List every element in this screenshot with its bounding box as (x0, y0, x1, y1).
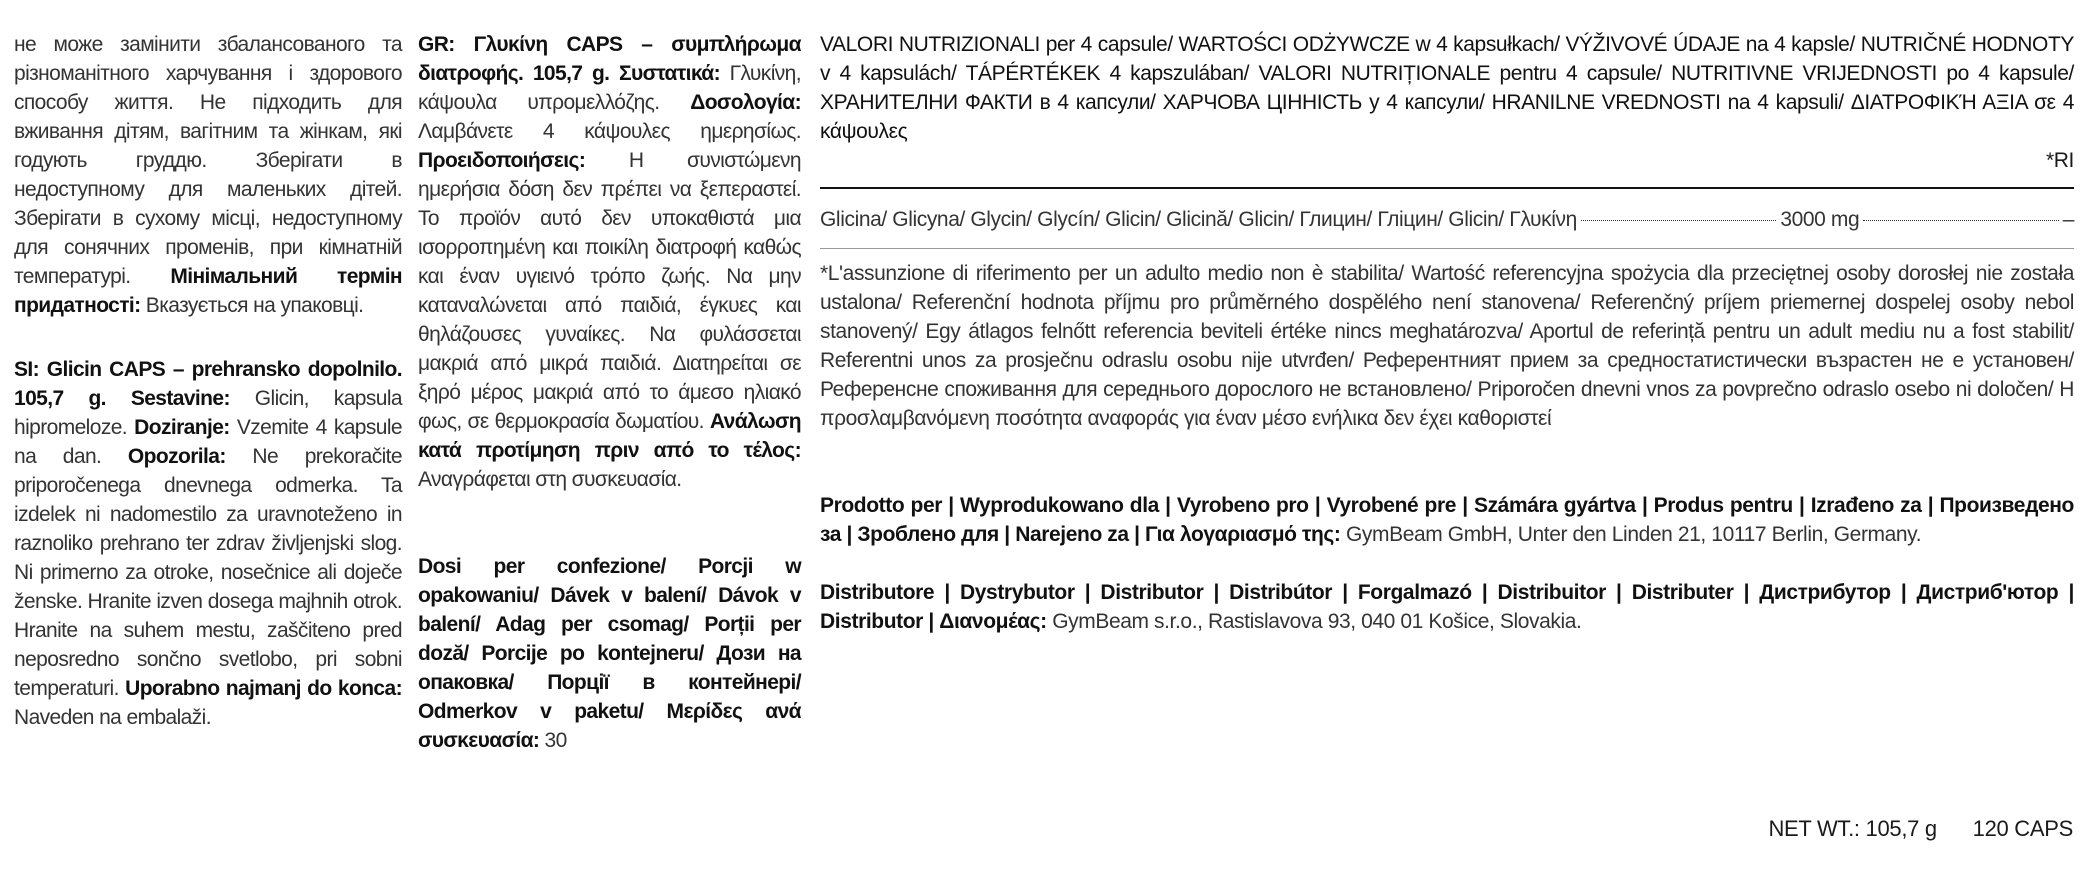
uk-min-label: Мінімальний термін придатності: (14, 265, 403, 317)
net-weight: NET WT.: 105,7 g (1768, 816, 1937, 841)
gr-proeid-label: Προειδοποιήσεις: (418, 149, 629, 172)
sl-uporabno-label: Uporabno najmanj do konca: (125, 677, 402, 700)
column-gr (418, 30, 801, 755)
sl-opozorila-label: Opozorila: (127, 445, 253, 468)
producer-value: GymBeam GmbH, Unter den Linden 21, 10117 Berlin, Germany. (1345, 523, 1922, 546)
gr-sustatika-label: Συστατικά: (618, 62, 730, 85)
sl-title: SI: Glicin CAPS – prehransko dopolnilo. 105,7 g. (14, 358, 402, 410)
doses-section (418, 552, 801, 755)
nutrition-row-name: Glicina/ Glicyna/ Glycin/ Glycín/ Glicin/ Glicină/ Glicin/ Глицин/ Гліцин/ Glicin/ Γλυκίνη (820, 208, 1577, 231)
producer-label: Prodotto per | Wyprodukowano dla | Vyrobeno pro | Vyrobené pre | Számára gyártva | Produs pentru | Izrađeno za | Произведено за | Зроблено для | Narejeno za | Για λογαριασμό της: (820, 494, 2074, 546)
sl-doziranje-label: Doziranje: (134, 416, 237, 439)
nutrition-header (820, 30, 2074, 175)
gr-dosologia-label: Δοσολογία: (690, 91, 801, 114)
sl-doziranje-value: Vzemite 4 kapsule na dan. (14, 416, 403, 468)
nutrition-row-amount: 3000 mg (1780, 208, 1860, 231)
gr-analosi-label: Ανάλωση κατά προτίμηση πριν από το τέλος: (418, 410, 801, 462)
nutrition-row-divider (820, 248, 2074, 249)
nutrition-divider (820, 187, 2074, 189)
nutrition-row-ri: – (2062, 208, 2074, 231)
gr-section (418, 30, 801, 494)
caps-count: 120 CAPS (1972, 816, 2073, 841)
dotted-leader (1863, 220, 2058, 221)
producer-section (820, 491, 2074, 549)
gr-proeid-value: Η συνιστώμενη ημερήσια δόση δεν πρέπει να ξεπεραστεί. Το προϊόν αυτό δεν υποκαθιστά μια ισορροπημένη και ποικίλη διατροφή καθώς και έναν υγιεινό τρόπο ζωής. Να μην καταναλώνεται από παιδιά, έγκυες και θηλάζουσες γυναίκες. Να φυλάσσεται μακριά από μικρά παιδιά. Διατηρείται σε ξηρό μέρος μακριά από το άμεσο ηλιακό φως, σε θερμοκρασία δωματίου. (418, 149, 801, 433)
sl-uporabno-value: Naveden na embalaži. (14, 706, 211, 729)
nutrition-header-text: VALORI NUTRIZIONALI per 4 capsule/ WARTOŚCI ODŻYWCZE w 4 kapsułkach/ VÝŽIVOVÉ ÚDAJE na 4 kapsle/ NUTRIČNÉ HODNOTY v 4 kapsulách/ TÁPÉRTÉKEK 4 kapszulában/ VALORI NUTRIȚIONALE pentru 4 capsule/ NUTRITIVNE VRIJEDNOSTI po 4 kapsule/ ХРАНИТЕЛНИ ФАКТИ в 4 капсули/ ХАРЧОВА ЦІННІСТЬ у 4 капсули/ HRANILNE VREDNOSTI na 4 kapsuli/ ΔΙΑΤΡΟΦΙΚΉ ΑΞΙΑ σε 4 κάψουλες (820, 33, 2074, 143)
distributor-value: GymBeam s.r.o., Rastislavova 93, 040 01 Košice, Slovakia. (1052, 610, 1582, 633)
sl-sestavine-value: Glicin, kapsula hipromeloze. (14, 387, 402, 439)
column-nutrition (820, 30, 2074, 636)
sl-section (14, 355, 402, 732)
sl-sestavine-label: Sestavine: (130, 387, 255, 410)
uk-min-value: Вказується на упаковці. (145, 294, 364, 317)
uk-section (14, 30, 402, 320)
doses-value: 30 (544, 729, 567, 752)
footer-weight (1738, 816, 2073, 842)
sl-opozorila-value: Ne prekoračite priporočenega dnevnega odmerka. Ta izdelek ni nadomestilo za uravnoteženo in raznoliko prehrano ter zdrav življenjski slog. Ni primerno za otroke, nosečnice ali doječe ženske. Hranite izven dosega majhnih otrok. Hranite na suhem mestu, zaščiteno pred neposredno sončno svetlobo, pri sobni temperaturi. (14, 445, 402, 700)
nutrition-row-glycine (820, 205, 2074, 234)
nutrition-ri-label: *RI (2046, 149, 2074, 172)
gr-sustatika-value: Γλυκίνη, κάψουλα υπρομελλόζης. (418, 62, 801, 114)
gr-title: GR: Γλυκίνη CAPS – συμπλήρωμα διατροφής. 105,7 g. (418, 33, 801, 85)
column-uk-sl (14, 30, 402, 732)
dotted-leader (1581, 220, 1776, 221)
doses-label: Dosi per confezione/ Porcji w opakowaniu/ Dávek v balení/ Dávok v balení/ Adag per csomag/ Porții per doză/ Porcije po kontejneru/ Дози на опаковка/ Порції в контейнері/ Odmerkov v paketu/ Μερίδες ανά συσκευασία: (418, 555, 801, 752)
nutrition-footnote: *L'assunzione di riferimento per un adulto medio non è stabilita/ Wartość referencyjna spożycia dla przeciętnej osoby dorosłej nie została ustalona/ Referenční hodnota příjmu pro průměrného dospělého není stanovena/ Referenčný príjem priemernej dospelej osoby nebol stanovený/ Egy átlagos felnőtt referencia beviteli értéke nincs meghatározva/ Aportul de referință pentru un adult mediu nu a fost stabilit/ Referentni unos za prosječnu odraslu osobu nije utvrđen/ Референтният прием за средностатистически възрастен не е установен/ Референсне споживання для середнього дорослого не встановлено/ Priporočen dnevni vnos za povprečno odraslo osebo ni določen/ Η προσλαμβανόμενη ποσότητα αναφοράς για έναν μέσο ενήλικα δεν έχει καθοριστεί (820, 262, 2074, 430)
gr-dosologia-value: Λαμβάνετε 4 κάψουλες ημερησίως. (418, 120, 801, 143)
distributor-label: Distributore | Dystrybutor | Distributor | Distribútor | Forgalmazó | Distribuitor | Distributer | Дистрибутор | Дистриб'ютор | Distributor | Διανομέας: (820, 581, 2074, 633)
uk-text: не може замінити збалансованого та різноманітного харчування і здорового способу життя. Не підходить для вживання дітям, вагітним та жінкам, які годують груддю. Зберігати в недоступному для маленьких дітей. Зберігати в сухому місці, недоступному для сонячних променів, при кімнатній температурі. (14, 33, 402, 288)
gr-analosi-value: Αναγράφεται στη συσκευασία. (418, 468, 682, 491)
distributor-section (820, 578, 2074, 636)
